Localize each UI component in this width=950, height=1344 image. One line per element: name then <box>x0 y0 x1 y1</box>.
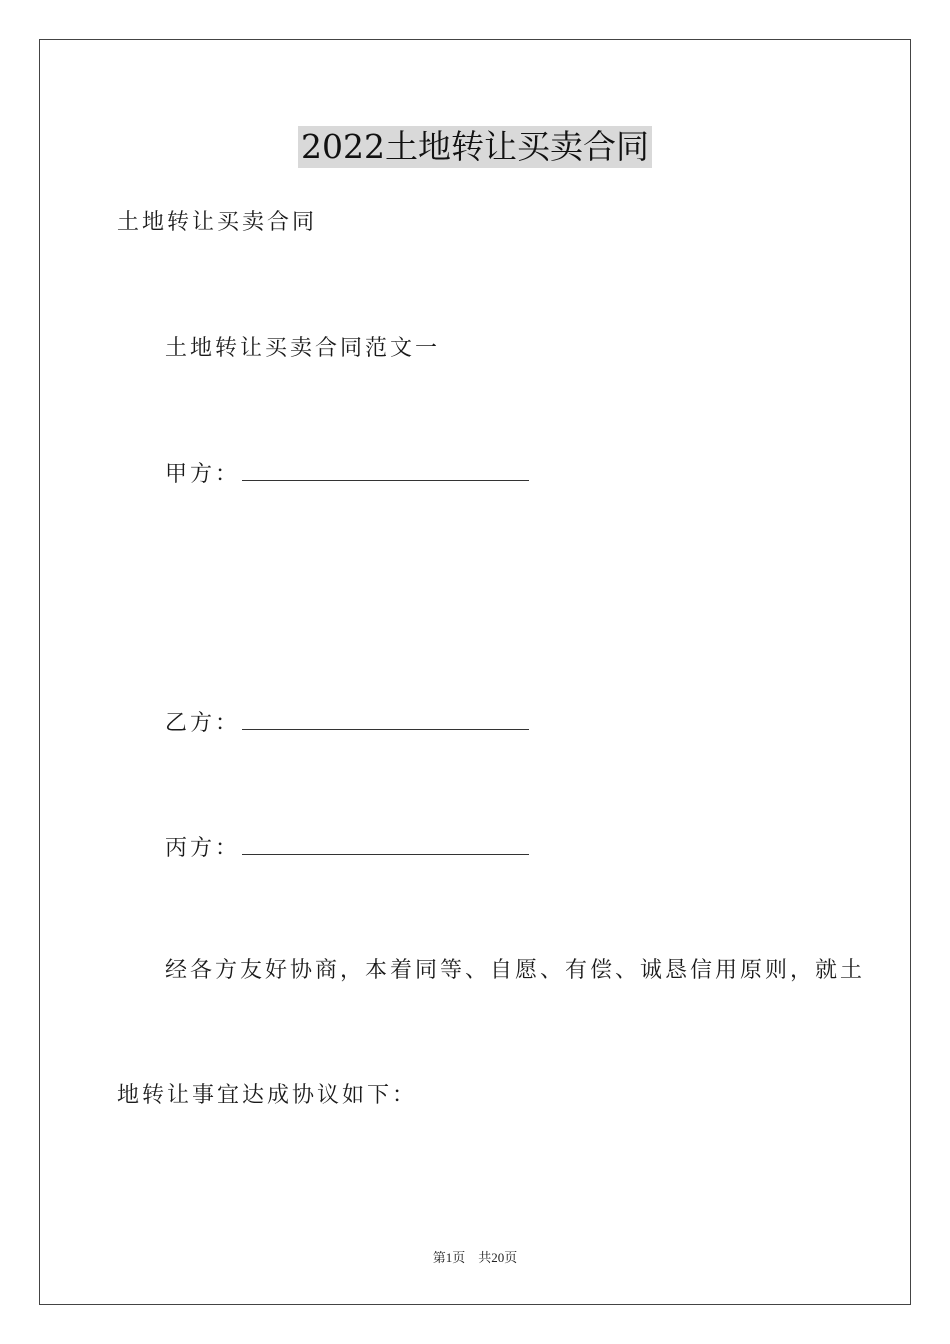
page-number-footer: 第1页 共20页 <box>432 1250 518 1265</box>
party-c-row <box>165 832 529 864</box>
party-b-label: 乙方： <box>165 711 241 736</box>
section-heading: 土地转让买卖合同范文一 <box>165 336 441 361</box>
document-subtitle: 土地转让买卖合同 <box>117 210 318 235</box>
document-title: 2022土地转让买卖合同 <box>298 126 652 168</box>
party-c-label: 丙方： <box>165 836 241 861</box>
title-container <box>0 126 950 168</box>
paragraph-line-2: 地转让事宜达成协议如下： <box>117 1083 418 1108</box>
party-c-blank[interactable] <box>242 832 529 855</box>
paragraph-line-1: 经各方友好协商，本着同等、自愿、有偿、诚恳信用原则，就土 <box>165 958 866 983</box>
party-b-blank[interactable] <box>242 707 529 730</box>
party-a-label: 甲方： <box>165 462 241 487</box>
party-a-blank[interactable] <box>242 458 529 481</box>
party-b-row <box>165 707 529 739</box>
party-a-row <box>165 458 529 490</box>
